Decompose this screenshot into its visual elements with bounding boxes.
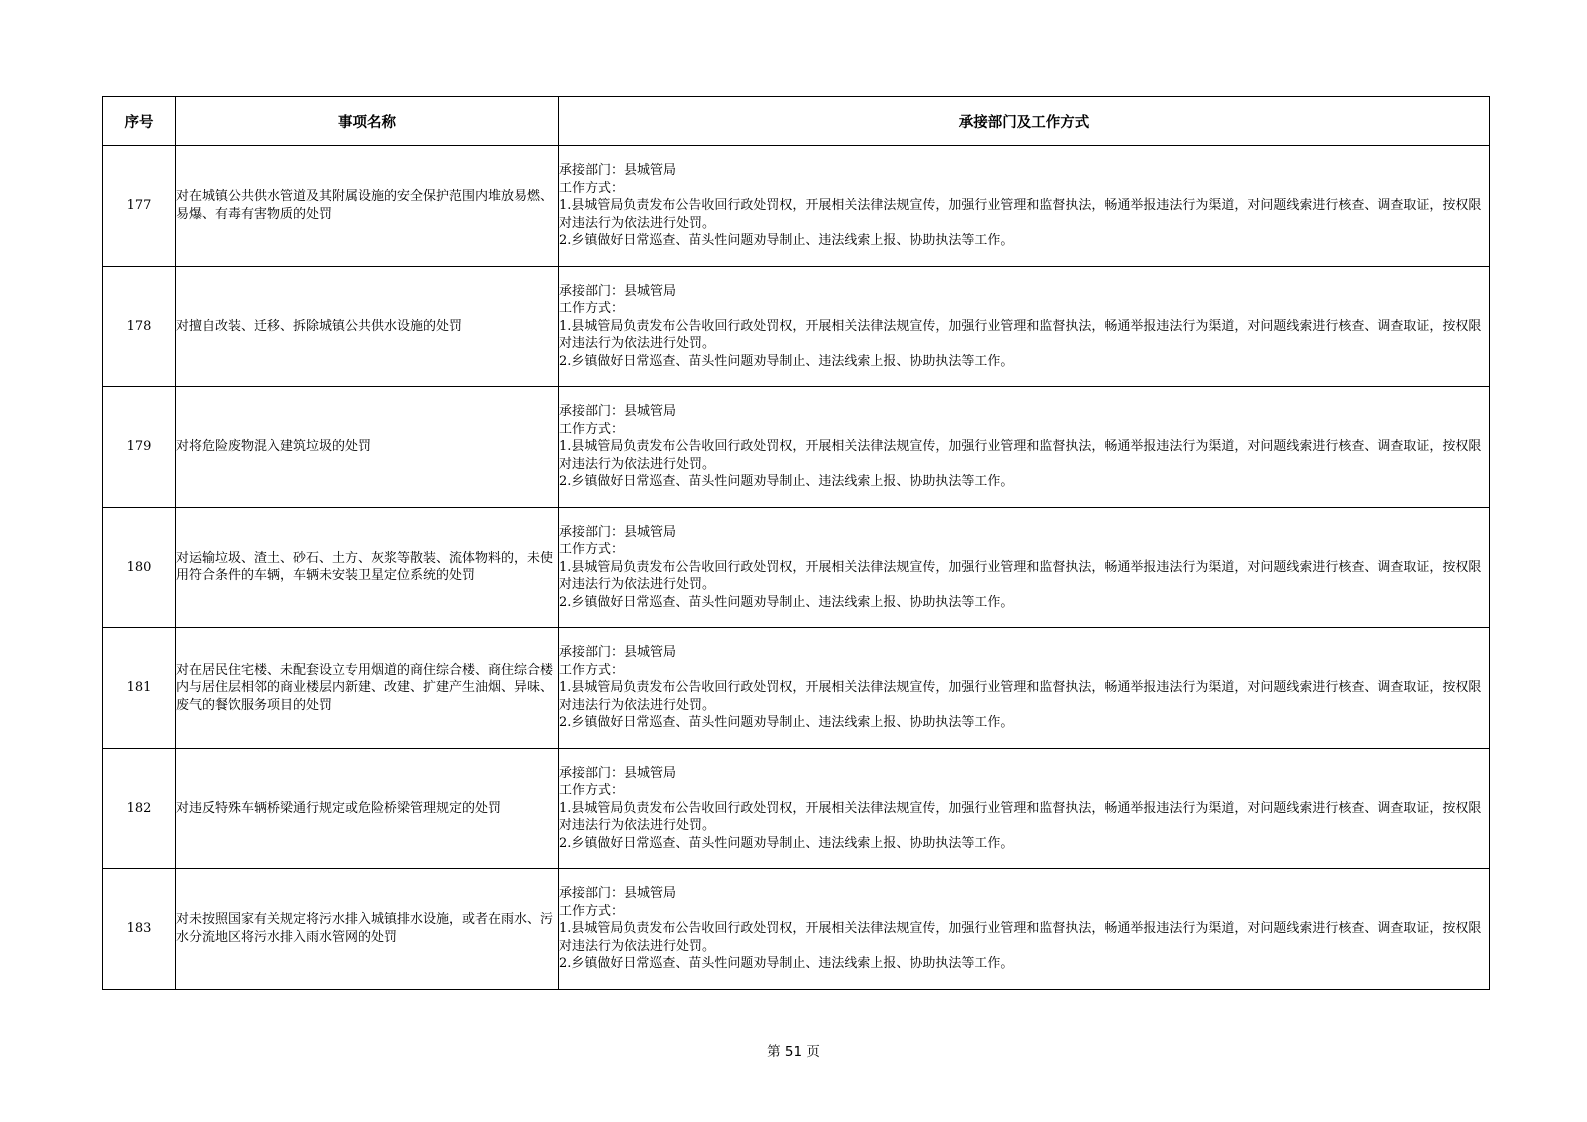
method-item-1: 1.县城管局负责发布公告收回行政处罚权，开展相关法律法规宣传，加强行业管理和监督执法，畅通举报违法行为渠道，对问题线索进行核查、调查取证，按权限对违法行为依法进行处罚。 xyxy=(559,559,1482,592)
method-label: 工作方式： xyxy=(559,421,625,437)
department-line: 承接部门：县城管局 xyxy=(559,645,677,660)
method-item-1: 1.县城管局负责发布公告收回行政处罚权，开展相关法律法规宣传，加强行业管理和监督执法，畅通举报违法行为渠道，对问题线索进行核查、调查取证，按权限对违法行为依法进行处罚。 xyxy=(559,198,1482,231)
method-item-2: 2.乡镇做好日常巡查、苗头性问题劝导制止、违法线索上报、协助执法等工作。 xyxy=(559,594,1014,610)
header-matter-name: 事项名称 xyxy=(176,97,559,146)
row-serial-number: 178 xyxy=(103,266,176,387)
row-serial-number: 182 xyxy=(103,748,176,869)
method-item-1: 1.县城管局负责发布公告收回行政处罚权，开展相关法律法规宣传，加强行业管理和监督执法，畅通举报违法行为渠道，对问题线索进行核查、调查取证，按权限对违法行为依法进行处罚。 xyxy=(559,921,1482,954)
method-item-2: 2.乡镇做好日常巡查、苗头性问题劝导制止、违法线索上报、协助执法等工作。 xyxy=(559,474,1014,489)
row-department-cell xyxy=(559,266,1490,387)
department-line: 承接部门：县城管局 xyxy=(559,765,677,781)
row-department-cell xyxy=(559,387,1490,508)
table-row xyxy=(103,146,1490,267)
method-item-2: 2.乡镇做好日常巡查、苗头性问题劝导制止、违法线索上报、协助执法等工作。 xyxy=(559,715,1014,730)
method-item-1: 1.县城管局负责发布公告收回行政处罚权，开展相关法律法规宣传，加强行业管理和监督执法，畅通举报违法行为渠道，对问题线索进行核查、调查取证，按权限对违法行为依法进行处罚。 xyxy=(559,680,1482,713)
department-line: 承接部门：县城管局 xyxy=(559,283,677,299)
method-item-1: 1.县城管局负责发布公告收回行政处罚权，开展相关法律法规宣传，加强行业管理和监督执法，畅通举报违法行为渠道，对问题线索进行核查、调查取证，按权限对违法行为依法进行处罚。 xyxy=(559,800,1482,833)
department-line: 承接部门：县城管局 xyxy=(559,163,677,178)
table-row xyxy=(103,748,1490,869)
row-matter-name: 对在居民住宅楼、未配套设立专用烟道的商住综合楼、商住综合楼内与居住层相邻的商业楼层内新建、改建、扩建产生油烟、异味、废气的餐饮服务项目的处罚 xyxy=(176,628,559,749)
row-serial-number: 181 xyxy=(103,628,176,749)
row-serial-number: 180 xyxy=(103,507,176,628)
row-department-cell xyxy=(559,628,1490,749)
method-item-2: 2.乡镇做好日常巡查、苗头性问题劝导制止、违法线索上报、协助执法等工作。 xyxy=(559,353,1014,369)
department-line: 承接部门：县城管局 xyxy=(559,524,677,540)
table-row xyxy=(103,628,1490,749)
department-line: 承接部门：县城管局 xyxy=(559,886,677,901)
matters-table xyxy=(102,96,1490,990)
department-line: 承接部门：县城管局 xyxy=(559,404,677,419)
row-matter-name: 对擅自改装、迁移、拆除城镇公共供水设施的处罚 xyxy=(176,266,559,387)
method-label: 工作方式： xyxy=(559,180,625,196)
method-label: 工作方式： xyxy=(559,783,625,798)
row-serial-number: 177 xyxy=(103,146,176,267)
page-number: 第 51 页 xyxy=(767,1044,820,1060)
method-item-1: 1.县城管局负责发布公告收回行政处罚权，开展相关法律法规宣传，加强行业管理和监督执法，畅通举报违法行为渠道，对问题线索进行核查、调查取证，按权限对违法行为依法进行处罚。 xyxy=(559,439,1482,472)
method-item-1: 1.县城管局负责发布公告收回行政处罚权，开展相关法律法规宣传，加强行业管理和监督执法，畅通举报违法行为渠道，对问题线索进行核查、调查取证，按权限对违法行为依法进行处罚。 xyxy=(559,318,1482,351)
table-row xyxy=(103,507,1490,628)
method-item-2: 2.乡镇做好日常巡查、苗头性问题劝导制止、违法线索上报、协助执法等工作。 xyxy=(559,956,1014,971)
row-matter-name: 对将危险废物混入建筑垃圾的处罚 xyxy=(176,387,559,508)
row-serial-number: 179 xyxy=(103,387,176,508)
row-matter-name: 对未按照国家有关规定将污水排入城镇排水设施，或者在雨水、污水分流地区将污水排入雨水管网的处罚 xyxy=(176,869,559,990)
table-row xyxy=(103,869,1490,990)
header-department-and-method: 承接部门及工作方式 xyxy=(559,97,1490,146)
header-serial-number: 序号 xyxy=(103,97,176,146)
row-matter-name: 对运输垃圾、渣土、砂石、土方、灰浆等散装、流体物料的，未使用符合条件的车辆，车辆未安装卫星定位系统的处罚 xyxy=(176,507,559,628)
row-matter-name: 对在城镇公共供水管道及其附属设施的安全保护范围内堆放易燃、易爆、有毒有害物质的处罚 xyxy=(176,146,559,267)
method-item-2: 2.乡镇做好日常巡查、苗头性问题劝导制止、违法线索上报、协助执法等工作。 xyxy=(559,233,1014,248)
table-row xyxy=(103,266,1490,387)
row-matter-name: 对违反特殊车辆桥梁通行规定或危险桥梁管理规定的处罚 xyxy=(176,748,559,869)
method-label: 工作方式： xyxy=(559,542,625,557)
method-label: 工作方式： xyxy=(559,301,625,316)
row-serial-number: 183 xyxy=(103,869,176,990)
method-label: 工作方式： xyxy=(559,903,625,919)
method-label: 工作方式： xyxy=(559,662,625,678)
row-department-cell xyxy=(559,748,1490,869)
table-header-row xyxy=(103,97,1490,146)
row-department-cell xyxy=(559,869,1490,990)
row-department-cell xyxy=(559,146,1490,267)
row-department-cell xyxy=(559,507,1490,628)
method-item-2: 2.乡镇做好日常巡查、苗头性问题劝导制止、违法线索上报、协助执法等工作。 xyxy=(559,835,1014,851)
table-row xyxy=(103,387,1490,508)
